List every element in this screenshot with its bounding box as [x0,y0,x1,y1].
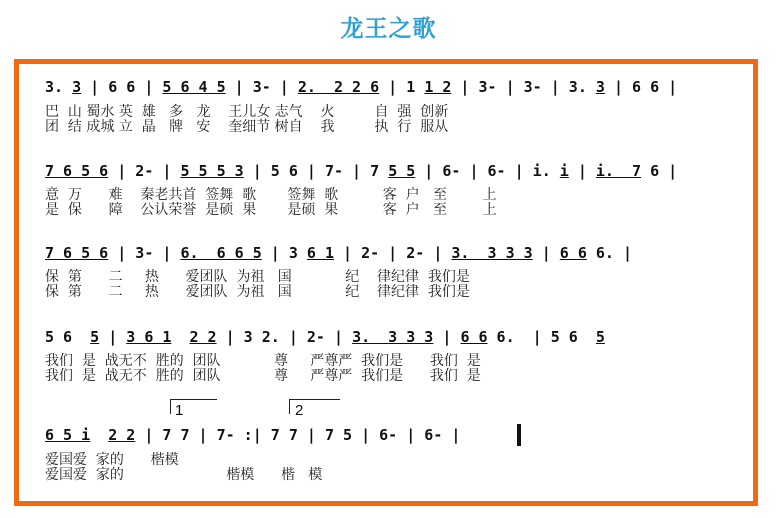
score-frame [14,59,758,506]
lyric-row-1b: 团 结 成城 立 晶 牌 安 奎细节 树自 我 执 行 服从 [45,119,449,135]
lyric-row-4a: 我们 是 战无不 胜的 团队 尊 严尊严 我们是 我们 是 [45,353,481,369]
lyric-row-1a: 巴 山 蜀水 英 雄 多 龙 王儿女 志气 火 自 强 创新 [45,104,449,120]
lyric-row-2a: 意 万 难 秦老共首 签舞 歌 签舞 歌 客 户 至 上 [45,187,497,203]
notes-row-1: 3. 3 | 6 6 | 5 6 4 5 | 3- | 2. 2 2 6 | 1 1 2 | 3- | 3- | 3. 3 | 6 6 | [45,78,678,96]
notes-row-2: 7 6 5 6 | 2- | 5 5 5 3 | 5 6 | 7- | 7 5 5 | 6- | 6- | i. i | i. 7 6 | [45,162,678,180]
numbered-score [19,64,753,501]
lyric-row-3a: 保 第 二 热 爱团队 为祖 国 纪 律纪律 我们是 [45,269,470,285]
lyric-row-4b: 我们 是 战无不 胜的 团队 尊 严尊严 我们是 我们 是 [45,368,481,384]
notes-row-5: 6 5 i 2 2 | 7 7 | 7- :| 7 7 | 7 5 | 6- | 6- | [45,426,461,444]
lyric-row-5a: 爱国爱 家的 楷模 [45,452,179,468]
notes-row-4: 5 6 5 | 3 6 1 2 2 | 3 2. | 2- | 3. 3 3 3 | 6 6 6. | 5 6 5 [45,328,605,346]
lyric-row-2b: 是 保 障 公认荣誉 是硕 果 是硕 果 客 户 至 上 [45,202,497,218]
volta-second-number: 2 [295,402,304,419]
final-barline [517,424,521,446]
volta-first-number: 1 [175,402,184,419]
notes-row-3: 7 6 5 6 | 3- | 6. 6 6 5 | 3 6 1 | 2- | 2- | 3. 3 3 3 | 6 6 6. | [45,244,633,262]
song-title: 龙王之歌 [340,16,437,42]
lyric-row-3b: 保 第 二 热 爱团队 为祖 国 纪 律纪律 我们是 [45,284,470,300]
lyric-row-5b: 爱国爱 家的 楷模 楷 模 [45,467,323,483]
